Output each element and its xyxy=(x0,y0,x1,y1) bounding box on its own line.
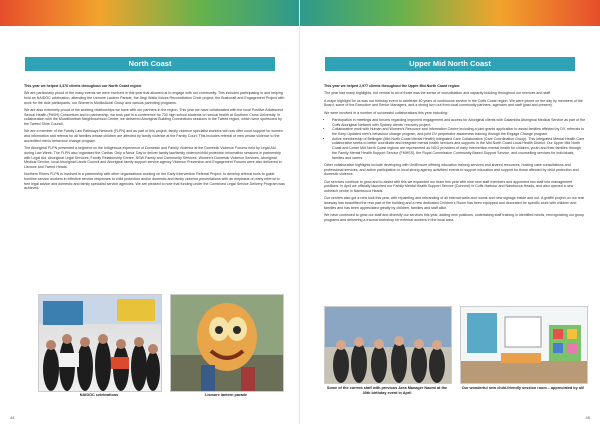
right-body-text xyxy=(324,84,586,225)
page-number: 44 xyxy=(10,415,15,420)
right-photos xyxy=(324,306,586,414)
section-heading-upper-mid-north-coast: Upper Mid North Coast xyxy=(325,57,575,71)
right-paragraph: We have continued to grow our staff and diversify our services this year, adding new positions, undertaking staff training in identified needs, reinvigorating our group programs and delivering a trauma workshop for external workers in the local area. xyxy=(324,212,585,222)
staff-group-image xyxy=(325,307,451,383)
right-paragraph: We were involved in a number of successful collaborations this year including: xyxy=(324,110,448,115)
right-paragraph: The year had many highlights, but central to all of those was the sense of consolidation and capacity building throughout our services and staff. xyxy=(324,91,552,96)
left-photos xyxy=(24,294,285,402)
section-heading-north-coast: North Coast xyxy=(25,57,275,71)
lantern-parade-photo xyxy=(170,294,284,392)
left-paragraph: The Aboriginal FLPN presented a segment on the Indigenous experience of Domestic and Family Violence at the Domestic Violence Forums held by Legal Aid during Law Week. The FLPN also organised the Caritas 'Only a Nova' Day to deliver family law/family violence/child protection information sessions in partnership with Legal Aid, Aboriginal Legal Services, Family Relationship Centre, NSW Family and Community Services, Women's Domestic Violence Services, Aboriginal Medical Service, local Aboriginal Lands Council and Aboriginal family support service agency Violence Prevention and Engagement Forums were also delivered in Lismore and Tweed Heads. xyxy=(24,146,282,169)
right-page xyxy=(300,0,600,424)
right-paragraph: Other collaborative highlights include developing with UnitEnsure offering education training services and shared resources, hosting case consultations and professional services, and active participation in local strong agency activities/ events to support education and support for those affected by child protection and domestic violence. xyxy=(324,162,579,177)
right-paragraph: Our services continue to grow and to assist with this we expanded our team this year with nine new staff members and appointed two staff into management positions. In April we officially launched our Family Mental Health Support Service (Connect) in Coffs Harbour and Nambucca Heads, and also opened a new outreach centre in Nambucca Heads. xyxy=(324,179,574,193)
childrens-room-photo xyxy=(460,306,588,384)
people-group-image xyxy=(39,295,161,391)
page-number: 45 xyxy=(585,415,590,420)
right-paragraph: Our centres also got a new look this year, with repainting and rebranding of all internal walls and rooms and new signage inside and out. A graffiti project on our rear laneway has beautified the rear part of the building and a new dedicated Children's Room has been equipped and decorated for specific work with children and families and has been appreciated greatly by children, families and staff alike. xyxy=(324,196,585,210)
caption-childrens-room: Our wonderful new child-friendly session room – appreciated by all! xyxy=(461,386,585,390)
left-paragraph: Northern Rivers FLPN is involved in a partnership with other organisations working on the Early Intervention Referral Project, to develop referral tools to guide frontline service workers in effective service responses to child protection and/or domestic and family violence presentations with an emphasis on early referral to free legal advice and domestic and family specialist service agencies. We are pleased to note that funding under the Combined Legal Service Delivery Program was achieved. xyxy=(24,172,285,191)
left-body-text xyxy=(24,84,285,194)
decorative-band xyxy=(0,0,299,26)
collaboration-list xyxy=(324,118,586,160)
room-image xyxy=(461,307,587,383)
left-intro: This year we helped 3,376 clients throughout our North Coast region. xyxy=(24,84,143,88)
decorative-band xyxy=(300,0,600,26)
caption-lantern: Lismore lantern parade xyxy=(205,393,247,397)
left-paragraph: We are also extremely proud of the working relationships we have with our partners in the region. This year we have collaborated with the local Positive Adolescent Sexual Health (PASH) Consortium and in partnership, we took part in a conference for 700 high school students on sexual health at Southern Cross University. In collaboration with the Murwillumbah Neighbourhood Centre, we delivered Aboriginal Building Connections sessions in the Tweed region, which were sponsored by the Tweed Shire Council. xyxy=(24,108,283,127)
list-item: • Active membership of Bellingen (Mid North Coast Mental Health) Integrated Care Collaborative (Care Coordination Group). This Integrated Mental Health Care collaborative seeks to better coordinate and integrate mental health services and supports in the Mid North Coast Local Health District. Our Upper Mid North Coast and Lower Mid North Coast regions are represented as NGO providers of early intervention mental health for children, youth and their families through the Family Mental Health Support Service (FMHSS), the Royal Commission Community Based Support Service, and counselling services for individuals, families and carers. xyxy=(332,137,586,161)
right-paragraph: A major highlight for us was our birthday event to celebrate 40 years of continuous service in the Coffs Coast region. We were joined on the day by members of the Board, some of the Executive and Senior Managers, and a strong turn out from local community partners, agencies and staff (past and present). xyxy=(324,98,583,108)
caption-naidoc: NAIDOC celebrations xyxy=(79,393,119,397)
staff-photo xyxy=(324,306,452,384)
naidoc-photo xyxy=(38,294,162,392)
lantern-image xyxy=(171,295,283,391)
caption-staff: Some of the current staff with previous Area Manager Naomi at the 40th birthday event in April xyxy=(326,386,448,395)
list-item: • Participation in meetings and forums regarding improved engagement and access for Aboriginal clients with Galambila Aboriginal Medical Service as part of the Coffs Aboriginal Network with Sydney clients' recovery project. xyxy=(332,118,586,127)
left-paragraph: We are particularly proud of the many events we were involved in this year that allowed us to engage with our community. This includes participating in and helping hold an NAIDOC celebration, attending the Lismore Lantern Parade, the Jingi Walla Voices Reconciliation Choir project, the Bushcraft and Engagement Project with work for the dole participants, our Women's Multicultural Group and various parenting programs. xyxy=(24,91,285,105)
right-intro: This year we helped 2,977 clients throughout the Upper Mid North Coast region. xyxy=(324,84,461,88)
left-paragraph: We are a member of the Family Law Pathways Network (FLPN) and as part of this project, family violence specialist workers will now offer court support for women and information and referral for all families whose children are affected by family violence at the Family Court. This includes referral of men whose violence to the accredited men's behaviour change program. xyxy=(24,129,283,143)
list-item: • Collaborative work with Human and Women's Resource and Information Centre including a joint grants application to assist families affected by DV, referrals to the Keep Updated men's behaviour change program, and joint DV perpetrator awareness training through the Engage Change program. xyxy=(332,127,586,136)
